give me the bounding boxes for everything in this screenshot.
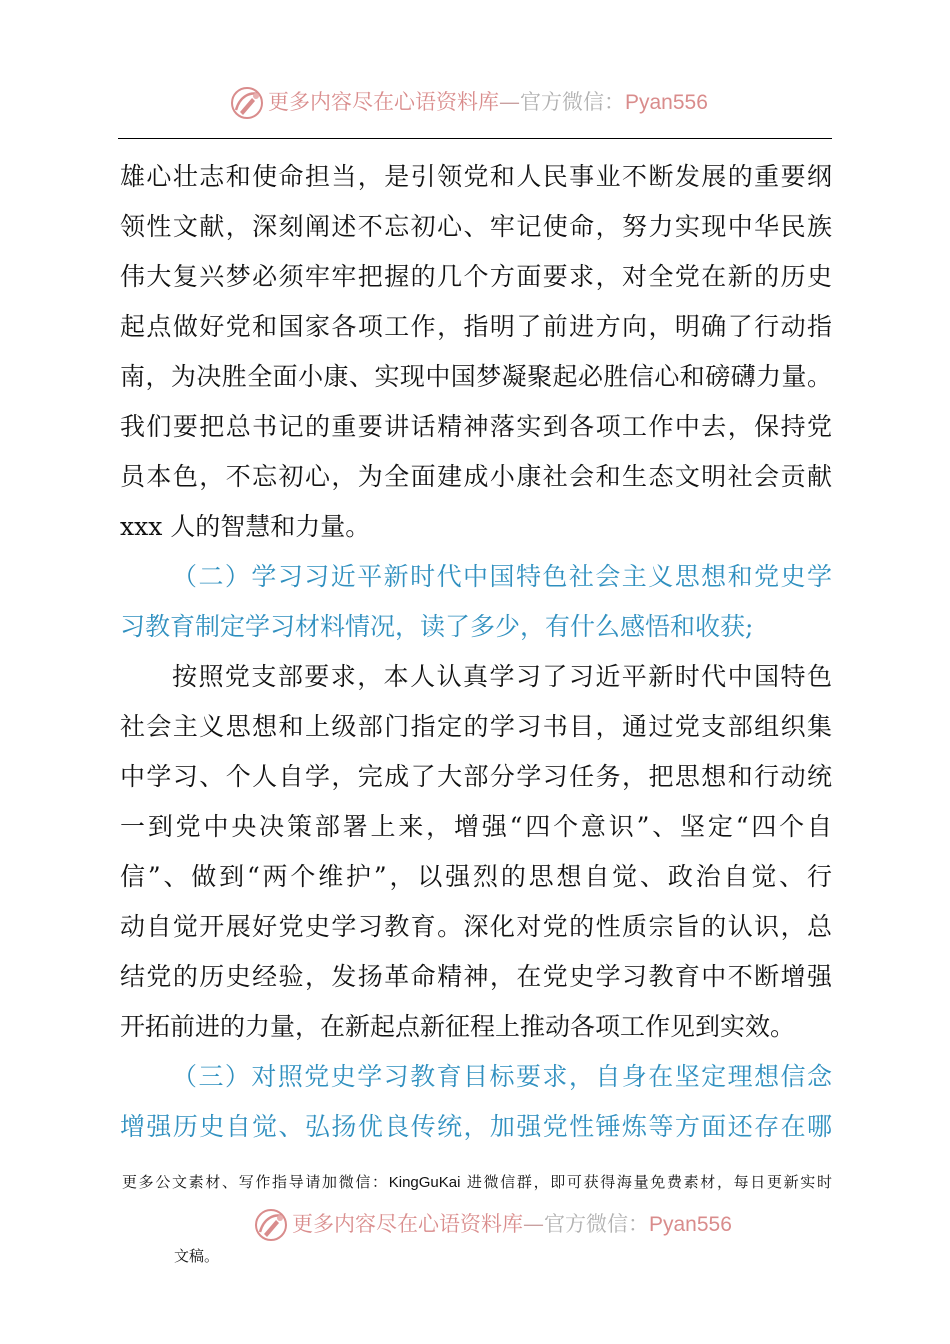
watermark-official: 官方微信：: [544, 1212, 649, 1236]
footer-note: [122, 1170, 832, 1195]
text-line: 开拓前进的力量，在新起点新征程上推动各项工作见到实效。: [120, 1012, 796, 1041]
text-line: 南，为决胜全面小康、实现中国梦凝聚起必胜信心和磅礴力量。: [120, 362, 832, 391]
watermark-brand: 更多内容尽在心语资料库: [292, 1212, 523, 1236]
text-line: 结党的历史经验，发扬革命精神，在党史学习教育中不断增强: [120, 962, 832, 991]
brand-logo-icon: [228, 84, 266, 122]
text-line: 我们要把总书记的重要讲话精神落实到各项工作中去，保持党: [120, 412, 832, 441]
section-heading-line: 习教育制定学习材料情况，读了多少，有什么感悟和收获;: [120, 612, 754, 641]
text-line: 伟大复兴梦必须牢牢把握的几个方面要求，对全党在新的历史: [120, 262, 832, 291]
watermark-separator: —: [499, 90, 520, 114]
text-line: 中学习、个人自学，完成了大部分学习任务，把思想和行动统: [120, 762, 832, 791]
footer-note-prefix: 更多公文素材、写作指导请加微信：: [122, 1173, 389, 1191]
section-heading-line: （二）学习习近平新时代中国特色社会主义思想和党史学: [172, 562, 832, 591]
document-body: [120, 152, 832, 1152]
section-heading-line: （三）对照党史学习教育目标要求，自身在坚定理想信念: [172, 1062, 832, 1091]
text-line: 一到党中央决策部署上来，增强“四个意识”、坚定“四个自: [120, 812, 832, 841]
text-line: 信”、做到“两个维护”，以强烈的思想自觉、政治自觉、行: [120, 862, 832, 891]
footer-note-tail: 文稿。: [174, 1247, 220, 1265]
watermark-official: 官方微信：: [520, 90, 625, 114]
section-heading-line: 增强历史自觉、弘扬优良传统，加强党性锤炼等方面还存在哪: [120, 1112, 832, 1141]
watermark-footer: [0, 1206, 950, 1246]
header-divider: [118, 138, 832, 139]
text-line: 动自觉开展好党史学习教育。深化对党的性质宗旨的认识，总: [120, 912, 832, 941]
text-line: 员本色，不忘初心，为全面建成小康社会和生态文明社会贡献: [120, 462, 832, 491]
text-line: 按照党支部要求，本人认真学习了习近平新时代中国特色: [172, 662, 832, 691]
footer-note-suffix: 进微信群，即可获得海量免费素材，每日更新实时: [460, 1173, 832, 1191]
watermark-account: Pyan556: [649, 1213, 732, 1236]
brand-logo-icon: [252, 1206, 290, 1244]
text-line: 社会主义思想和上级部门指定的学习书目，通过党支部组织集: [120, 712, 832, 741]
watermark-account: Pyan556: [625, 91, 708, 114]
text-line: 起点做好党和国家各项工作，指明了前进方向，明确了行动指: [120, 312, 832, 341]
watermark-header: [0, 84, 950, 124]
text-line: 领性文献，深刻阐述不忘初心、牢记使命，努力实现中华民族: [120, 212, 832, 241]
footer-wechat-id: KingGuKai: [388, 1174, 461, 1191]
text-line: xxx 人的智慧和力量。: [120, 512, 371, 541]
watermark-brand: 更多内容尽在心语资料库: [268, 90, 499, 114]
text-line: 雄心壮志和使命担当，是引领党和人民事业不断发展的重要纲: [120, 162, 832, 191]
watermark-separator: —: [523, 1212, 544, 1236]
watermark-text: [268, 88, 708, 117]
watermark-text: [292, 1210, 732, 1239]
